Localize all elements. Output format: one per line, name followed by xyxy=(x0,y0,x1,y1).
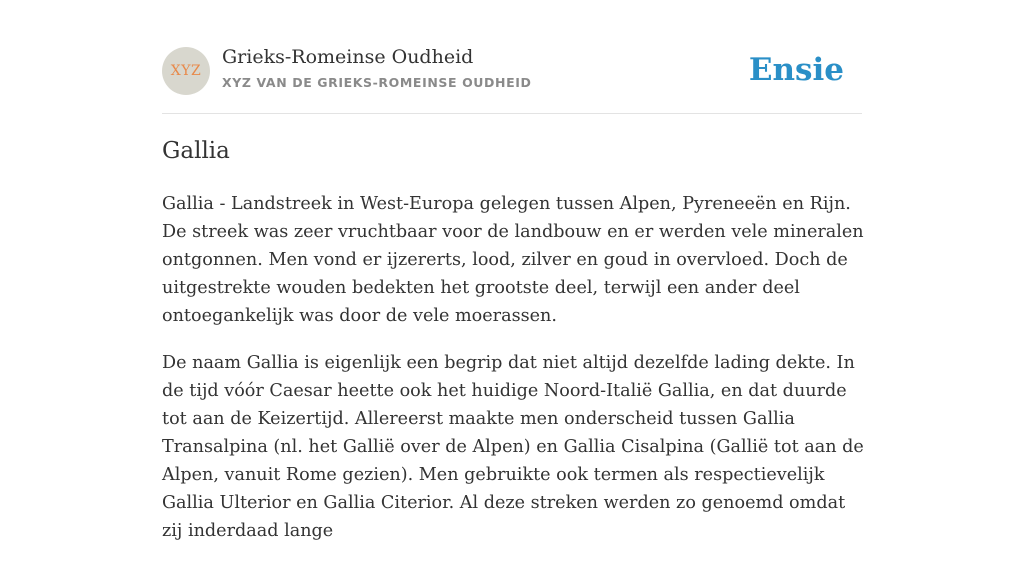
source-avatar[interactable]: XYZ xyxy=(162,47,210,95)
article-paragraph: De naam Gallia is eigenlijk een begrip dat niet altijd dezelfde lading dekte. In de tijd vóór Caesar heette ook het huidige Noord-Italië Gallia, en dat duurde tot aan de Keizertijd. Allereerst maakte men onderscheid tussen Gallia Transalpina (nl. het Gallië over de Alpen) en Gallia Cisalpina (Gallië tot aan de Alpen, vanuit Rome gezien). Men gebruikte ook termen als respectievelijk Gallia Ulterior en Gallia Citerior. Al deze streken werden zo genoemd omdat zij inderdaad lange xyxy=(162,353,864,541)
header-divider xyxy=(162,113,862,114)
source-title[interactable]: Grieks-Romeinse Oudheid xyxy=(222,46,474,68)
source-subtitle[interactable]: XYZ VAN DE GRIEKS-ROMEINSE OUDHEID xyxy=(222,75,532,90)
source-header xyxy=(162,46,862,96)
article-content xyxy=(162,190,864,564)
article-paragraph: Gallia - Landstreek in West-Europa gelegen tussen Alpen, Pyreneeën en Rijn. De streek was zeer vruchtbaar voor de landbouw en er werden vele mineralen ontgonnen. Men vond er ijzererts, lood, zilver en goud in overvloed. Doch de uitgestrekte wouden bedekten het grootste deel, terwijl een ander deel ontoegankelijk was door de vele moerassen. xyxy=(162,194,864,326)
site-logo[interactable]: Ensie xyxy=(748,52,844,88)
article-title: Gallia xyxy=(162,138,230,164)
